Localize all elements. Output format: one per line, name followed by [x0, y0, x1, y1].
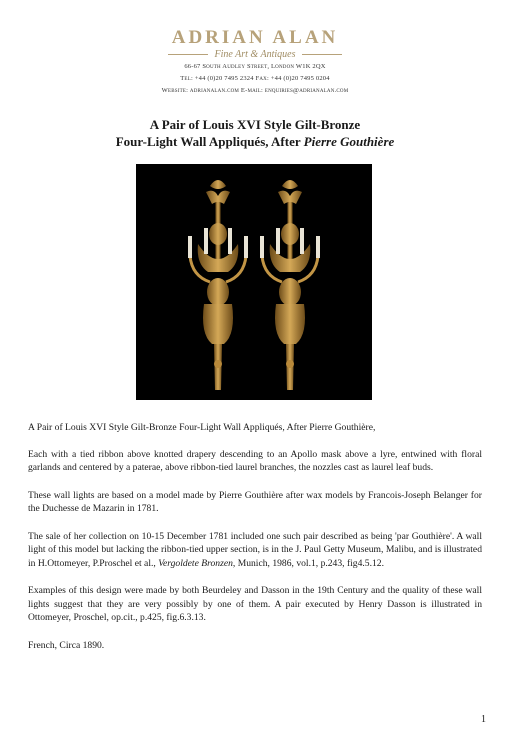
paragraph-intro: A Pair of Louis XVI Style Gilt-Bronze Four-Light Wall Appliqués, After Pierre Gouthière,	[28, 422, 376, 433]
sconce-right	[260, 180, 320, 390]
sale-text-b: , Munich, 1986, vol.1, p.243, fig4.5.12.	[232, 557, 384, 569]
title-line-2	[0, 133, 510, 150]
sale-text-a: The sale of her collection on 10-15 December 1781 included one such pair described as being 'par Gouthière'. A wall light of this model but lacking the ribbon-tied upper section, is in the J. Paul Getty Museum, Malibu, and is illustrated in H.Ottomeyer, P.Proschel et al.,	[28, 530, 482, 569]
company-phone: Tel: +44 (0)20 7495 2324 Fax: +44 (0)20 7495 0204	[180, 75, 330, 82]
sconce-left	[188, 180, 248, 390]
divider	[302, 54, 342, 55]
paragraph-origin: French, Circa 1890.	[28, 639, 105, 651]
book-title: Vergoldete Bronzen	[158, 557, 233, 569]
title-line-1: A Pair of Louis XVI Style Gilt-Bronze	[149, 117, 361, 132]
company-name: ADRIAN ALAN	[171, 27, 339, 48]
page-number: 1	[481, 714, 486, 725]
title-line-2-text: Four-Light Wall Appliqués, After	[115, 134, 304, 149]
company-address: 66-67 South Audley Street, London W1K 2QX	[184, 63, 326, 70]
wall-appliques-illustration	[136, 164, 372, 400]
company-web: Website: adrianalan.com E-mail: enquiries@adrianalan.com	[161, 87, 349, 94]
letterhead	[0, 28, 510, 96]
company-tagline: Fine Art & Antiques	[214, 49, 296, 60]
paragraph-sale	[28, 530, 482, 571]
paragraph-makers: Examples of this design were made by both Beurdeley and Dasson in the 19th Century and the quality of these wall lights suggest that they are very possibly by one of them. A pair executed by Henry Dasson is illustrated in Ottomeyer, Proschel, op.cit., p.425, fig.6.3.13.	[28, 585, 482, 623]
product-photo	[136, 164, 372, 400]
paragraph-description: Each with a tied ribbon above knotted drapery descending to an Apollo mask above a lyre, entwined with floral garlands and centered by a paterae, above ribbon-tied laurel branches, the nozzles cast as laurel leaf buds.	[28, 448, 482, 473]
divider	[168, 54, 208, 55]
tagline-row	[0, 49, 510, 60]
paragraph-provenance: These wall lights are based on a model made by Pierre Gouthière after wax models by Francois-Joseph Belanger for the Duchesse de Mazarin in 1781.	[28, 489, 482, 514]
document-title	[0, 116, 510, 150]
title-artist: Pierre Gouthière	[303, 134, 395, 149]
description	[28, 421, 482, 666]
